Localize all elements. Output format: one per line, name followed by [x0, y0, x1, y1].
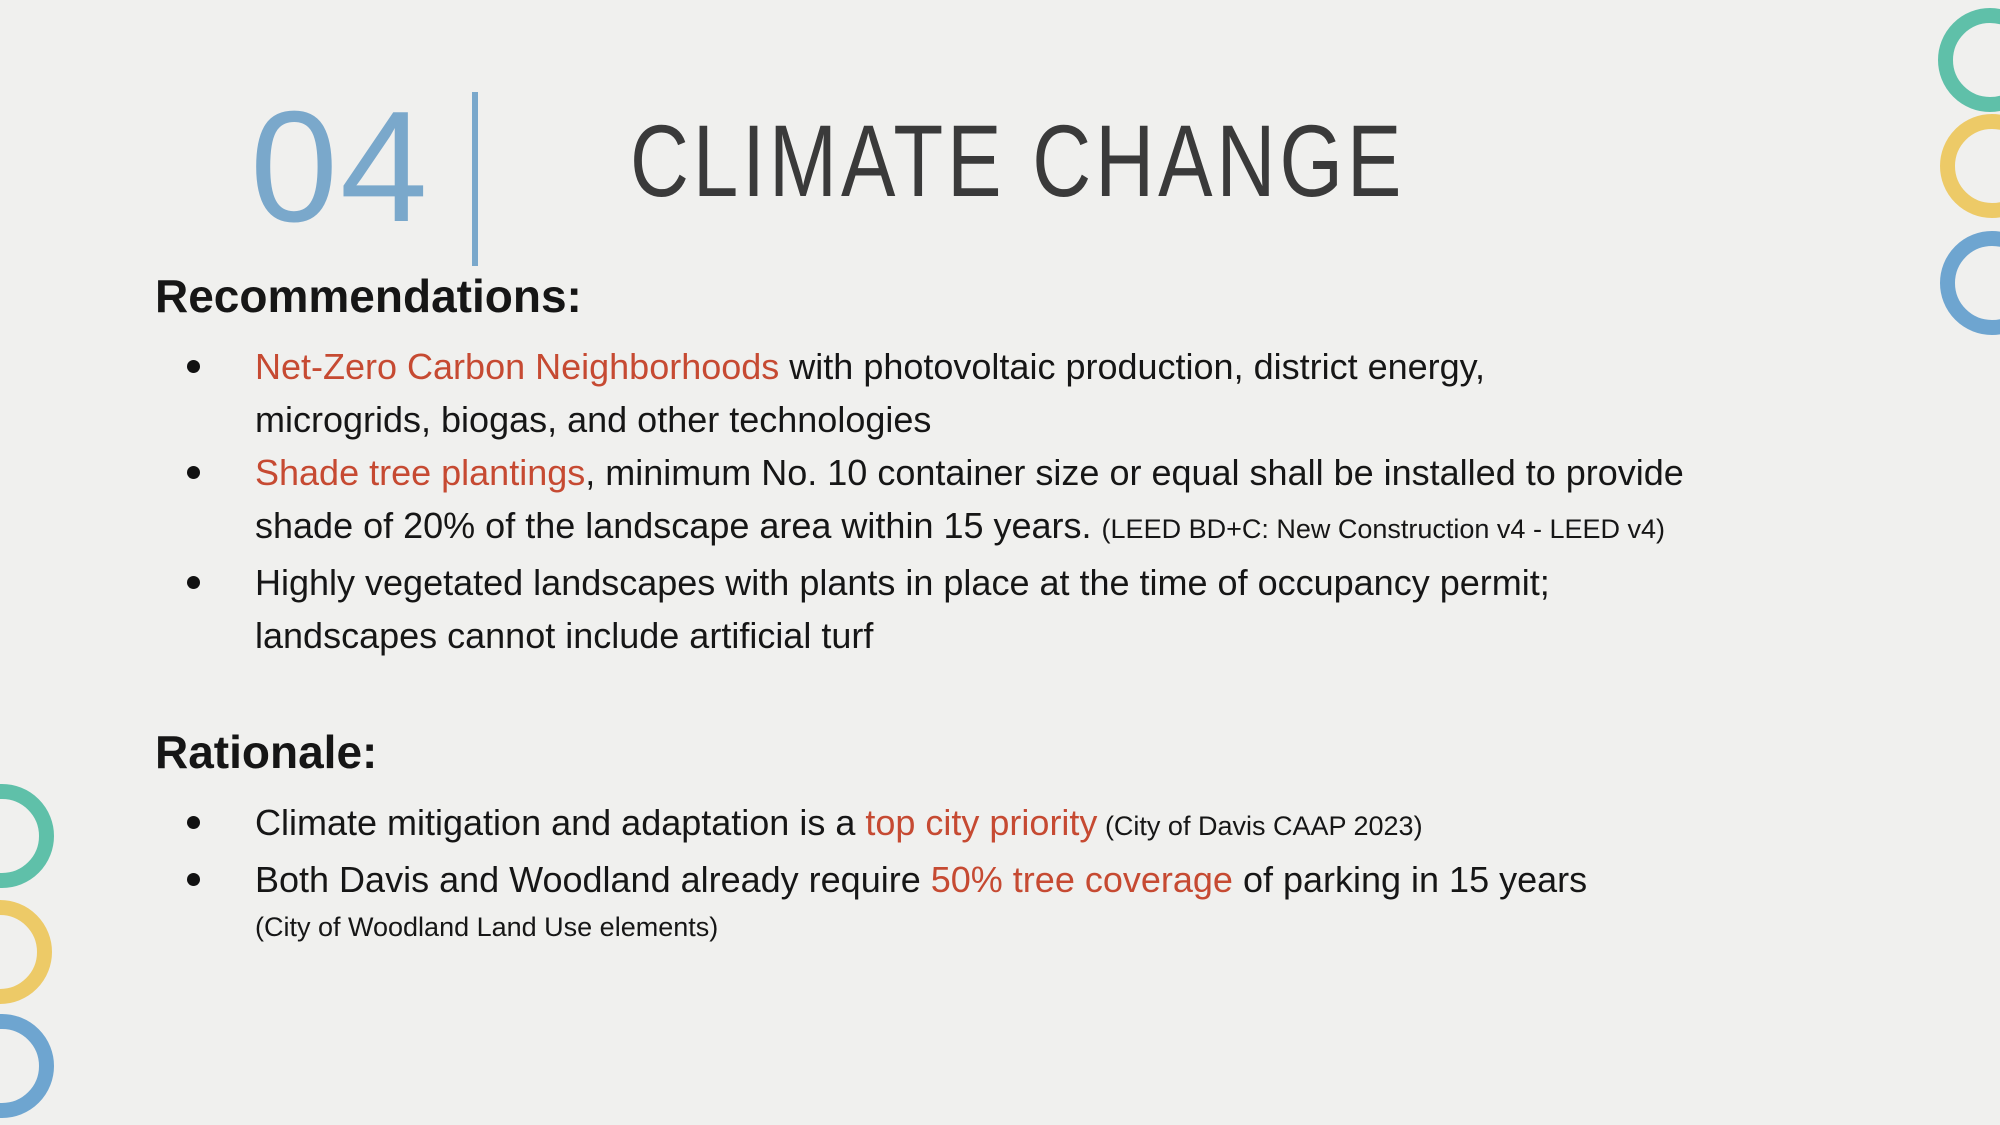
- body-text: landscapes cannot include artificial turf: [255, 615, 874, 656]
- bullet-line: [155, 556, 1684, 609]
- section-rationale: [155, 722, 1587, 948]
- body-text: microgrids, biogas, and other technologies: [255, 399, 932, 440]
- body-text: with photovoltaic production, district energy,: [779, 346, 1485, 387]
- body-text: Highly vegetated landscapes with plants in place at the time of occupancy permit;: [255, 562, 1550, 603]
- highlight-text: top city priority: [865, 802, 1098, 843]
- bullet-dot-icon: [187, 466, 200, 479]
- body-text: (City of Davis CAAP 2023): [1097, 811, 1423, 841]
- body-text: (City of Woodland Land Use elements): [255, 912, 719, 942]
- bullet-line: [155, 340, 1684, 393]
- highlight-text: Net-Zero Carbon Neighborhoods: [255, 346, 780, 387]
- bullet-line: [155, 796, 1587, 853]
- body-text: of parking in 15 years: [1232, 859, 1588, 900]
- bullet-line: [155, 853, 1587, 906]
- bullet-dot-icon: [187, 816, 200, 829]
- bullet-line: [155, 446, 1684, 499]
- bullet-line: [155, 609, 1684, 662]
- page-title: CLIMATE CHANGE: [630, 104, 1406, 218]
- highlight-text: 50% tree coverage: [930, 859, 1233, 900]
- body-text: shade of 20% of the landscape area within 15 years.: [255, 505, 1102, 546]
- section-heading-recommendations: Recommendations:: [155, 270, 582, 322]
- bullet-dot-icon: [187, 360, 200, 373]
- body-text: (LEED BD+C: New Construction v4 - LEED v4): [1101, 514, 1665, 544]
- body-text: , minimum No. 10 container size or equal shall be installed to provide: [585, 452, 1684, 493]
- body-text: Both Davis and Woodland already require: [255, 859, 931, 900]
- section-recommendations: [155, 266, 1684, 662]
- bullet-line: [155, 499, 1684, 556]
- section-heading-rationale: Rationale:: [155, 726, 378, 778]
- bullet-line: [155, 906, 1587, 948]
- bullet-line: [155, 393, 1684, 446]
- highlight-text: Shade tree plantings: [255, 452, 586, 493]
- bullet-dot-icon: [187, 576, 200, 589]
- slide-number: 04: [250, 79, 430, 255]
- bullet-dot-icon: [187, 873, 200, 886]
- body-text: Climate mitigation and adaptation is a: [255, 802, 866, 843]
